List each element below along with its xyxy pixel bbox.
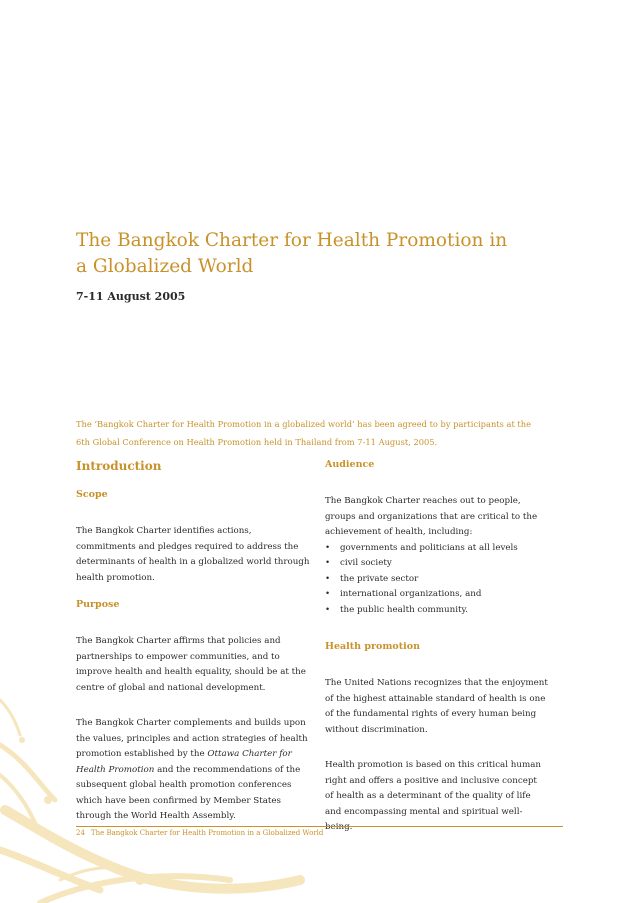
left-column — [76, 456, 321, 825]
hp-p1-line-4: without discrimination. — [325, 724, 428, 735]
list-item: • civil society — [325, 556, 565, 572]
hp-p2-line-4: and encompassing mental and spiritual well- — [325, 806, 523, 817]
list-item: • the public health community. — [325, 603, 565, 619]
hp-p1-line-1: The United Nations recognizes that the enjoyment — [325, 678, 548, 688]
hp-p2-line-2: right and offers a positive and inclusive concept — [325, 775, 537, 786]
scope-heading: Scope — [76, 489, 108, 500]
bullet-icon: • — [325, 589, 331, 599]
title-line-1: The Bangkok Charter for Health Promotion in — [76, 230, 508, 251]
bullet-icon: • — [325, 573, 331, 584]
purpose-p2-line-2: the values, principles and action strategies of health — [76, 733, 308, 744]
ottawa-charter-title-part-1: Ottawa Charter for — [207, 749, 292, 759]
bullet-icon: • — [325, 542, 331, 553]
audience-heading: Audience — [325, 459, 375, 470]
conference-date: 7-11 August 2005 — [76, 290, 186, 303]
audience-line-1: The Bangkok Charter reaches out to people, — [325, 496, 521, 506]
purpose-p2-line-5: subsequent global health promotion conferences — [76, 780, 292, 790]
ottawa-charter-title-part-2: Health Promotion — [76, 764, 155, 775]
lead-line-1: The ‘Bangkok Charter for Health Promotion in a globalized world’ has been agreed to by participants at the — [76, 419, 532, 429]
scope-line-1: The Bangkok Charter identifies actions, — [76, 526, 252, 536]
list-item: • the private sector — [325, 572, 565, 588]
scope-line-3: determinants of health in a globalized world through — [76, 557, 310, 567]
audience-line-2: groups and organizations that are critical to the — [325, 511, 538, 522]
list-item: • governments and politicians at all levels — [325, 541, 565, 557]
introduction-heading: Introduction — [76, 459, 162, 473]
hp-p2-line-5: being. — [325, 822, 353, 832]
purpose-p2-line-4 — [76, 763, 321, 779]
lead-line-2: 6th Global Conference on Health Promotion held in Thailand from 7-11 August, 2005. — [76, 437, 438, 447]
footer-divider — [76, 826, 563, 827]
page-footer — [76, 829, 323, 837]
purpose-p2-line-1: The Bangkok Charter complements and builds upon — [76, 718, 306, 728]
hp-p2-line-1: Health promotion is based on this critical human — [325, 760, 541, 770]
purpose-p1-line-3: improve health and health equality, should be at the — [76, 667, 306, 677]
hp-p2-line-3: of health as a determinant of the quality of life — [325, 791, 531, 801]
hp-p1-line-3: of the fundamental rights of every human being — [325, 709, 537, 719]
purpose-p2-line-3 — [76, 747, 321, 763]
purpose-p2-line-6: which have been confirmed by Member States — [76, 795, 281, 806]
purpose-p1-line-1: The Bangkok Charter affirms that policies and — [76, 636, 281, 646]
scope-line-4: health promotion. — [76, 572, 155, 583]
purpose-p1-line-4: centre of global and national development. — [76, 682, 266, 693]
scope-line-2: commitments and pledges required to address the — [76, 541, 299, 552]
health-promotion-paragraph-2 — [325, 758, 565, 836]
purpose-p2-line-7: through the World Health Assembly. — [76, 811, 236, 821]
purpose-paragraph-1 — [76, 634, 321, 696]
purpose-p2-line-3-text: promotion established by the — [76, 749, 208, 759]
lead-paragraph — [76, 415, 566, 451]
bullet-icon: • — [325, 604, 331, 615]
right-column — [325, 456, 565, 836]
title-line-2: a Globalized World — [76, 256, 254, 277]
purpose-paragraph-2 — [76, 716, 321, 825]
page-title — [76, 228, 556, 280]
health-promotion-heading: Health promotion — [325, 641, 420, 652]
page-number: 24 — [76, 829, 85, 837]
audience-line-3: achievement of health, including: — [325, 527, 473, 537]
bullet-icon: • — [325, 558, 331, 568]
audience-list — [325, 541, 565, 619]
purpose-p1-line-2: partnerships to empower communities, and to — [76, 651, 280, 662]
list-item: • international organizations, and — [325, 587, 565, 603]
footer-title: The Bangkok Charter for Health Promotion in a Globalized World — [90, 829, 324, 837]
health-promotion-paragraph-1 — [325, 676, 565, 738]
scope-paragraph — [76, 524, 321, 586]
purpose-heading: Purpose — [76, 599, 120, 610]
hp-p1-line-2: of the highest attainable standard of health is one — [325, 693, 546, 704]
purpose-p2-line-4-text: and the recommendations of the — [154, 764, 301, 775]
audience-paragraph — [325, 494, 565, 541]
